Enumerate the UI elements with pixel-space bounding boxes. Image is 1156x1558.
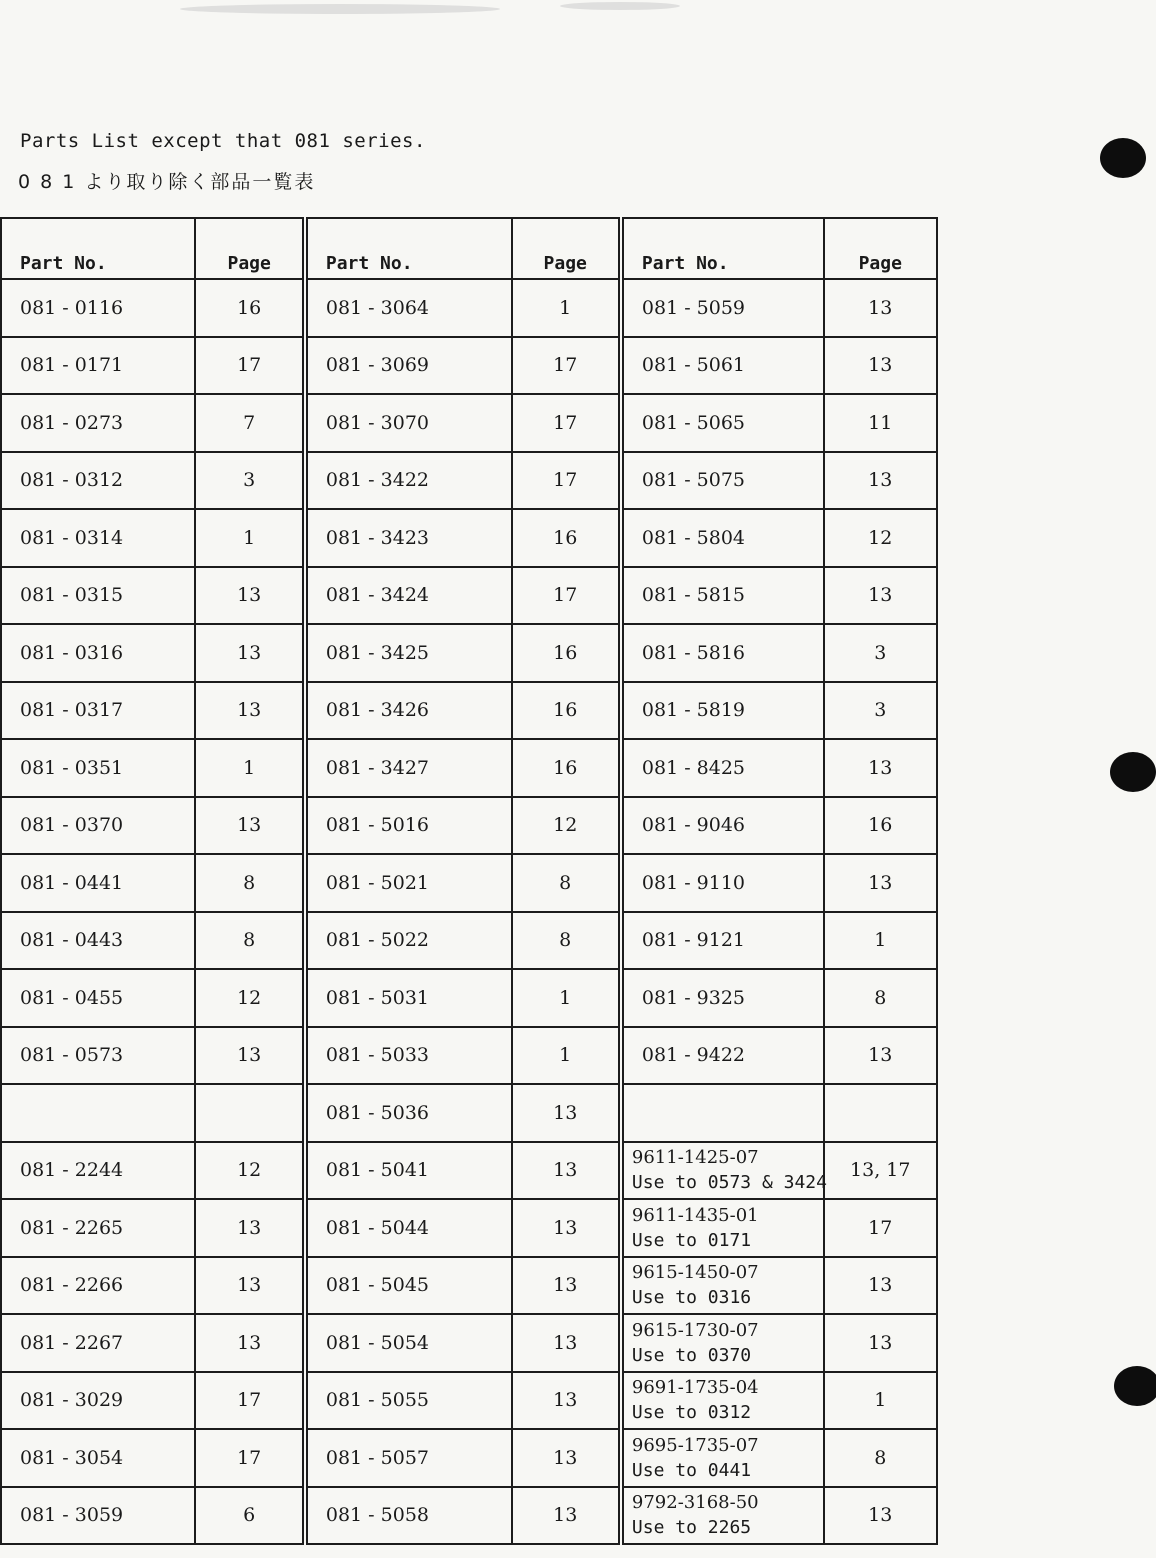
part-number-cell: 081 - 5061 <box>621 337 824 395</box>
page-cell: 17 <box>512 394 621 452</box>
page-cell: 13 <box>824 279 938 337</box>
page-cell: 13 <box>195 1027 304 1085</box>
part-number-cell: 081 - 3070 <box>305 394 512 452</box>
part-number-cell: 081 - 0315 <box>1 567 195 625</box>
punch-hole-bottom <box>1114 1366 1156 1406</box>
page-cell: 12 <box>824 509 938 567</box>
page-cell <box>195 1084 304 1142</box>
part-number-cell: 081 - 0273 <box>1 394 195 452</box>
page-cell: 13 <box>512 1314 621 1372</box>
page-cell: 12 <box>195 1142 304 1200</box>
part-number-cell: 081 - 5031 <box>305 969 512 1027</box>
part-number-cell <box>1 1084 195 1142</box>
part-number-cell: 081 - 0370 <box>1 797 195 855</box>
table-row <box>1 1142 937 1200</box>
page-cell: 1 <box>824 912 938 970</box>
part-number-cell: 081 - 0312 <box>1 452 195 510</box>
title-japanese: 0 8 1 より取り除く部品一覧表 <box>18 171 316 193</box>
part-number-cell <box>621 1084 824 1142</box>
part-number-cell: 081 - 2267 <box>1 1314 195 1372</box>
table-row <box>1 337 937 395</box>
parts-table <box>0 217 938 1545</box>
part-number-cell: 081 - 9422 <box>621 1027 824 1085</box>
table-row <box>1 1487 937 1545</box>
part-number-note-cell <box>621 1199 824 1257</box>
part-number-cell: 081 - 5816 <box>621 624 824 682</box>
page-cell: 17 <box>512 567 621 625</box>
part-number-cell: 081 - 0171 <box>1 337 195 395</box>
part-number-cell: 081 - 0443 <box>1 912 195 970</box>
part-number-cell: 081 - 9110 <box>621 854 824 912</box>
part-number-cell: 081 - 0314 <box>1 509 195 567</box>
page-cell: 13 <box>195 682 304 740</box>
usage-note: Use to 0312 <box>631 1402 752 1424</box>
page-cell: 17 <box>512 337 621 395</box>
part-number-cell: 081 - 2244 <box>1 1142 195 1200</box>
table-header-row <box>1 218 937 279</box>
part-number-cell: 081 - 5057 <box>305 1429 512 1487</box>
table-row <box>1 394 937 452</box>
page-cell: 13 <box>512 1084 621 1142</box>
table-row <box>1 279 937 337</box>
table-row <box>1 1199 937 1257</box>
usage-note: Use to 0370 <box>631 1344 752 1366</box>
part-number-cell: 081 - 9325 <box>621 969 824 1027</box>
part-number: 9611-1425-07 <box>631 1147 759 1169</box>
part-number-cell: 081 - 2265 <box>1 1199 195 1257</box>
part-number-cell: 081 - 0351 <box>1 739 195 797</box>
part-number-note-cell <box>621 1487 824 1545</box>
part-number-cell: 081 - 5815 <box>621 567 824 625</box>
page-cell: 11 <box>824 394 938 452</box>
page-cell: 13 <box>512 1257 621 1315</box>
part-number-cell: 081 - 0116 <box>1 279 195 337</box>
page-cell: 17 <box>195 337 304 395</box>
header-part-no: Part No. <box>621 218 824 279</box>
page-cell: 13 <box>824 337 938 395</box>
table-row <box>1 912 937 970</box>
page-cell: 16 <box>195 279 304 337</box>
page-cell: 13 <box>195 797 304 855</box>
page-cell: 13 <box>824 1487 938 1545</box>
table-row <box>1 1372 937 1430</box>
usage-note: Use to 0316 <box>631 1287 752 1309</box>
title-english: Parts List except that 081 series. <box>20 130 426 152</box>
page-cell: 16 <box>512 624 621 682</box>
part-number: 9695-1735-07 <box>631 1434 759 1456</box>
page-cell: 13 <box>512 1429 621 1487</box>
punch-hole-middle <box>1110 752 1156 792</box>
page-cell: 13 <box>195 624 304 682</box>
part-number-cell: 081 - 5022 <box>305 912 512 970</box>
table-row <box>1 452 937 510</box>
page-cell: 17 <box>195 1429 304 1487</box>
punch-hole-top <box>1100 138 1146 178</box>
usage-note: Use to 2265 <box>631 1517 752 1539</box>
page-cell: 12 <box>195 969 304 1027</box>
page-cell: 13 <box>824 739 938 797</box>
page-cell: 1 <box>512 279 621 337</box>
table-row <box>1 682 937 740</box>
scan-smudge-top-right <box>560 2 680 10</box>
part-number-note-cell <box>621 1257 824 1315</box>
page-cell: 7 <box>195 394 304 452</box>
page-cell: 16 <box>512 739 621 797</box>
part-number-cell: 081 - 5054 <box>305 1314 512 1372</box>
part-number-cell: 081 - 0573 <box>1 1027 195 1085</box>
page-cell: 8 <box>512 912 621 970</box>
part-number-cell: 081 - 5021 <box>305 854 512 912</box>
page-cell: 8 <box>824 969 938 1027</box>
part-number-cell: 081 - 3064 <box>305 279 512 337</box>
page-cell: 13 <box>195 1257 304 1315</box>
table-row <box>1 624 937 682</box>
table-row <box>1 1257 937 1315</box>
page-cell: 13 <box>512 1142 621 1200</box>
page-cell: 13, 17 <box>824 1142 938 1200</box>
part-number-cell: 081 - 5819 <box>621 682 824 740</box>
header-page: Page <box>195 218 304 279</box>
page-cell: 13 <box>195 1199 304 1257</box>
part-number-cell: 081 - 5804 <box>621 509 824 567</box>
part-number-cell: 081 - 5058 <box>305 1487 512 1545</box>
page-cell: 8 <box>824 1429 938 1487</box>
part-number-cell: 081 - 0441 <box>1 854 195 912</box>
part-number-cell: 081 - 3054 <box>1 1429 195 1487</box>
page-cell: 3 <box>824 682 938 740</box>
page-cell: 17 <box>824 1199 938 1257</box>
part-number: 9611-1435-01 <box>631 1204 759 1226</box>
page-cell: 1 <box>824 1372 938 1430</box>
page-cell: 13 <box>824 1257 938 1315</box>
part-number-cell: 081 - 3059 <box>1 1487 195 1545</box>
part-number-note-cell <box>621 1142 827 1200</box>
part-number-cell: 081 - 3069 <box>305 337 512 395</box>
scan-smudge-top <box>180 4 500 14</box>
page-cell: 17 <box>512 452 621 510</box>
part-number-note-cell <box>621 1372 824 1430</box>
page-cell: 13 <box>195 567 304 625</box>
page-cell <box>824 1084 938 1142</box>
table-row <box>1 854 937 912</box>
part-number-note-cell <box>621 1314 824 1372</box>
part-number-cell: 081 - 8425 <box>621 739 824 797</box>
page-cell: 1 <box>195 509 304 567</box>
page-cell: 1 <box>512 969 621 1027</box>
page-cell: 13 <box>512 1487 621 1545</box>
part-number-cell: 081 - 2266 <box>1 1257 195 1315</box>
page-cell: 1 <box>512 1027 621 1085</box>
part-number-cell: 081 - 3427 <box>305 739 512 797</box>
page-cell: 16 <box>824 797 938 855</box>
part-number-cell: 081 - 0317 <box>1 682 195 740</box>
page-cell: 13 <box>824 567 938 625</box>
usage-note: Use to 0441 <box>631 1459 752 1481</box>
page-cell: 8 <box>512 854 621 912</box>
part-number-cell: 081 - 3424 <box>305 567 512 625</box>
part-number-cell: 081 - 5036 <box>305 1084 512 1142</box>
page-cell: 13 <box>824 452 938 510</box>
page-cell: 3 <box>195 452 304 510</box>
header-page: Page <box>824 218 938 279</box>
part-number-cell: 081 - 5041 <box>305 1142 512 1200</box>
table-row <box>1 1314 937 1372</box>
header-part-no: Part No. <box>305 218 512 279</box>
table-row <box>1 1084 937 1142</box>
part-number-cell: 081 - 5059 <box>621 279 824 337</box>
part-number-cell: 081 - 3426 <box>305 682 512 740</box>
page-cell: 6 <box>195 1487 304 1545</box>
part-number-cell: 081 - 5045 <box>305 1257 512 1315</box>
page-cell: 13 <box>512 1199 621 1257</box>
part-number-cell: 081 - 5055 <box>305 1372 512 1430</box>
part-number-cell: 081 - 0316 <box>1 624 195 682</box>
part-number: 9615-1730-07 <box>631 1319 759 1341</box>
header-part-no: Part No. <box>1 218 195 279</box>
part-number-cell: 081 - 3423 <box>305 509 512 567</box>
page-cell: 17 <box>195 1372 304 1430</box>
part-number-cell: 081 - 3422 <box>305 452 512 510</box>
table-row <box>1 739 937 797</box>
page-cell: 13 <box>824 854 938 912</box>
page-cell: 12 <box>512 797 621 855</box>
table-row <box>1 797 937 855</box>
table-row <box>1 567 937 625</box>
part-number: 9792-3168-50 <box>631 1492 759 1514</box>
table-row <box>1 969 937 1027</box>
table-row <box>1 1429 937 1487</box>
page-cell: 1 <box>195 739 304 797</box>
page-cell: 13 <box>824 1027 938 1085</box>
header-page: Page <box>512 218 621 279</box>
page-cell: 13 <box>195 1314 304 1372</box>
part-number: 9615-1450-07 <box>631 1262 759 1284</box>
part-number-cell: 081 - 0455 <box>1 969 195 1027</box>
part-number-cell: 081 - 5033 <box>305 1027 512 1085</box>
page-cell: 13 <box>512 1372 621 1430</box>
part-number-cell: 081 - 9046 <box>621 797 824 855</box>
part-number-cell: 081 - 5065 <box>621 394 824 452</box>
table-row <box>1 1027 937 1085</box>
table-row <box>1 509 937 567</box>
page-cell: 8 <box>195 912 304 970</box>
usage-note: Use to 0573 & 3424 <box>631 1172 827 1194</box>
part-number: 9691-1735-04 <box>631 1377 759 1399</box>
page-cell: 13 <box>824 1314 938 1372</box>
page-cell: 8 <box>195 854 304 912</box>
part-number-cell: 081 - 9121 <box>621 912 824 970</box>
page-cell: 16 <box>512 682 621 740</box>
usage-note: Use to 0171 <box>631 1229 752 1251</box>
parts-table-body <box>1 279 937 1544</box>
part-number-cell: 081 - 3425 <box>305 624 512 682</box>
part-number-cell: 081 - 5016 <box>305 797 512 855</box>
part-number-cell: 081 - 3029 <box>1 1372 195 1430</box>
page-cell: 3 <box>824 624 938 682</box>
part-number-cell: 081 - 5075 <box>621 452 824 510</box>
page-cell: 16 <box>512 509 621 567</box>
part-number-note-cell <box>621 1429 824 1487</box>
part-number-cell: 081 - 5044 <box>305 1199 512 1257</box>
